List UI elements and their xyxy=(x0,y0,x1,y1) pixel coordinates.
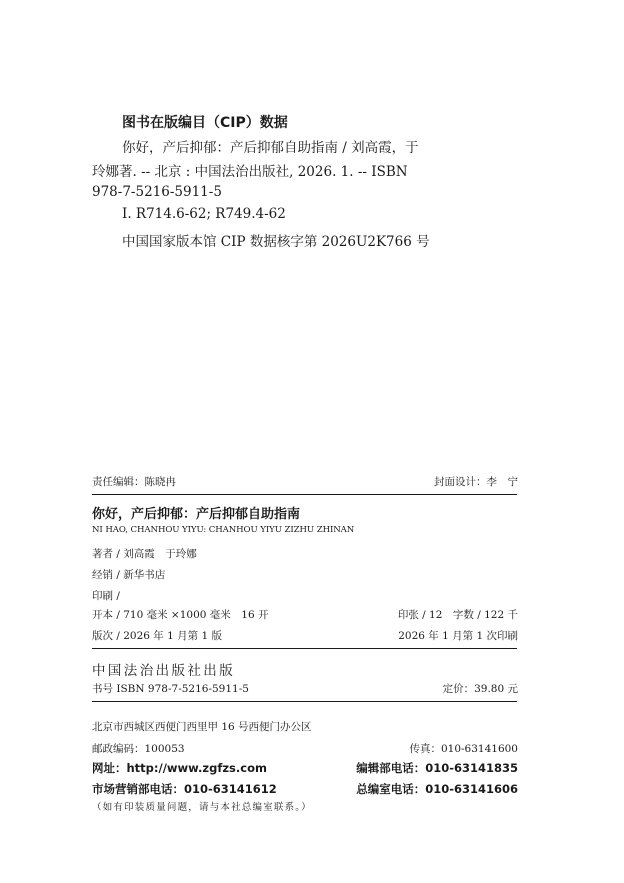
publisher-name: 中国法治出版社出版 xyxy=(92,663,236,679)
cip-classification-line: Ⅰ. R714.6-62; R749.4-62 xyxy=(122,206,286,222)
book-title-pinyin: NI HAO, CHANHOU YIYU: CHANHOU YIYU ZIZHU ZHINAN xyxy=(92,525,355,535)
website: 网址：http://www.zgfzs.com xyxy=(92,761,267,775)
fax-number: 传真：010-63141600 xyxy=(409,743,518,755)
postal-code: 邮政编码：100053 xyxy=(92,743,185,755)
divider-top xyxy=(92,494,517,495)
printer: 印刷 / xyxy=(92,590,120,602)
cip-heading: 图书在版编目（CIP）数据 xyxy=(122,115,288,131)
cip-title-line: 你好，产后抑郁：产后抑郁自助指南 / 刘高霞，于 xyxy=(122,140,419,156)
divider-bottom xyxy=(92,701,517,702)
book-title: 你好，产后抑郁：产后抑郁自助指南 xyxy=(92,507,301,522)
isbn-number: 书号 ISBN 978-7-5216-5911-5 xyxy=(92,683,249,695)
quality-notice: （如有印装质量问题，请与本社总编室联系。） xyxy=(92,802,312,813)
cip-publication-line: 玲娜著. -- 北京 : 中国法治出版社, 2026. 1. -- ISBN xyxy=(92,164,408,180)
divider-middle xyxy=(92,648,517,649)
publisher-address: 北京市西城区西便门西里甲 16 号西便门办公区 xyxy=(92,721,312,733)
editorial-phone: 编辑部电话：010-63141835 xyxy=(356,761,518,775)
marketing-phone: 市场营销部电话：010-63141612 xyxy=(92,782,277,796)
cip-isbn-line: 978-7-5216-5911-5 xyxy=(92,184,222,200)
printed-sheets-word-count: 印张 / 12 字数 / 122 千 xyxy=(397,609,518,621)
chief-editor-office-phone: 总编室电话：010-63141606 xyxy=(356,782,518,796)
cip-record-number-line: 中国国家版本馆 CIP 数据核字第 2026U2K766 号 xyxy=(122,234,430,250)
authors: 著者 / 刘高霞 于玲娜 xyxy=(92,548,197,560)
distributor: 经销 / 新华书店 xyxy=(92,569,166,581)
price: 定价：39.80 元 xyxy=(442,683,518,695)
printing: 2026 年 1 月第 1 次印刷 xyxy=(398,630,518,642)
book-format: 开本 / 710 毫米 ×1000 毫米 16 开 xyxy=(92,609,269,621)
edition: 版次 / 2026 年 1 月第 1 版 xyxy=(92,630,222,642)
responsible-editor: 责任编辑：陈晓冉 xyxy=(92,476,176,488)
cover-designer: 封面设计：李 宁 xyxy=(434,476,518,488)
